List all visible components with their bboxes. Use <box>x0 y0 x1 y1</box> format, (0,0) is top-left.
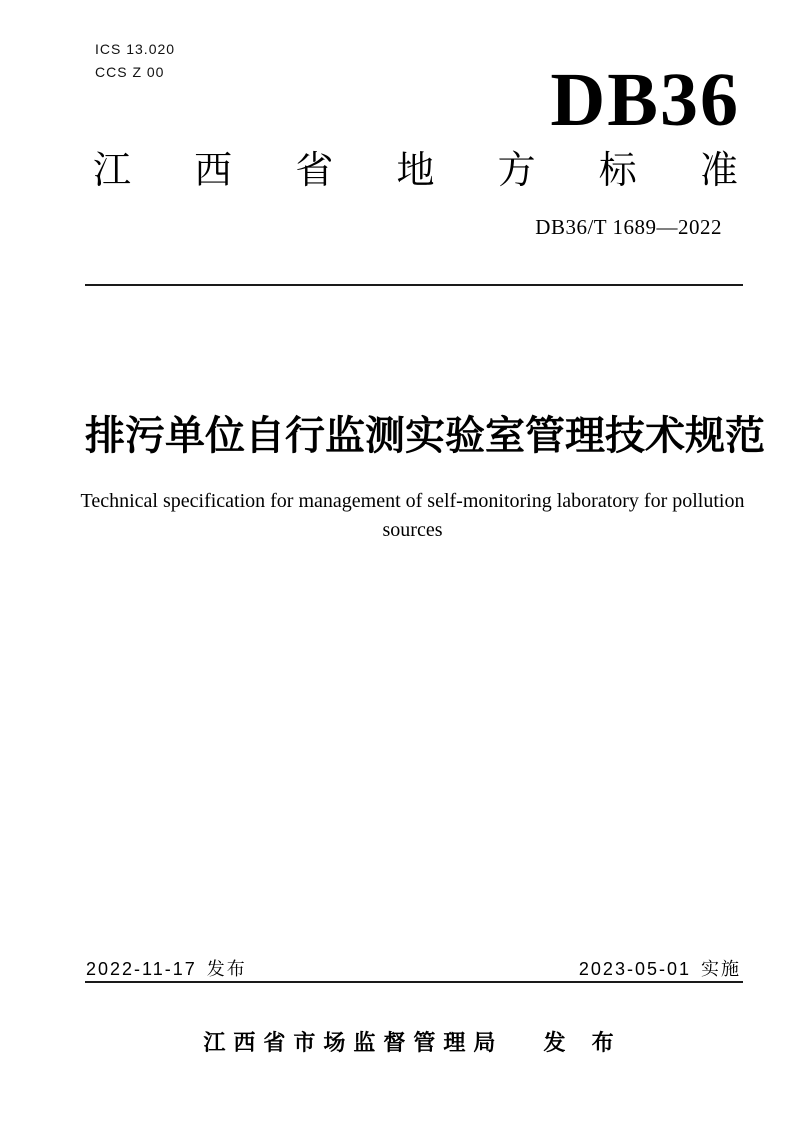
document-title-zh: 排污单位自行监测实验室管理技术规范 <box>85 414 765 458</box>
issue-label: 发布 <box>206 959 247 979</box>
classification-codes <box>95 38 175 84</box>
header-divider-line <box>85 284 743 286</box>
publisher-name: 江西省市场监督管理局 <box>203 1030 504 1055</box>
implement-date: 2023-05-01 <box>578 959 691 979</box>
standard-logo: DB36 <box>550 58 740 142</box>
publisher-row <box>85 1026 742 1057</box>
document-title-en: Technical specification for management of self-monitoring laboratory for pollution sources <box>80 490 745 541</box>
standard-name-char: 准 <box>699 150 738 192</box>
standard-name-char: 方 <box>497 150 536 192</box>
standard-name <box>93 151 738 193</box>
standard-number: DB36/T 1689—2022 <box>535 215 722 239</box>
standard-name-char: 省 <box>295 150 334 192</box>
footer-divider-line <box>85 981 743 983</box>
ccs-code: CCS Z 00 <box>95 64 165 80</box>
issue-date-group <box>86 955 247 981</box>
dates-row <box>86 955 741 981</box>
standard-name-char: 标 <box>598 150 637 192</box>
standard-name-char: 西 <box>194 150 233 192</box>
implement-date-group <box>579 955 741 981</box>
ics-code: ICS 13.020 <box>95 41 176 57</box>
publish-label: 发 布 <box>543 1030 624 1055</box>
implement-label: 实施 <box>701 959 741 979</box>
issue-date: 2022-11-17 <box>86 959 197 979</box>
standard-name-char: 地 <box>396 150 435 192</box>
standard-name-char: 江 <box>93 150 132 192</box>
